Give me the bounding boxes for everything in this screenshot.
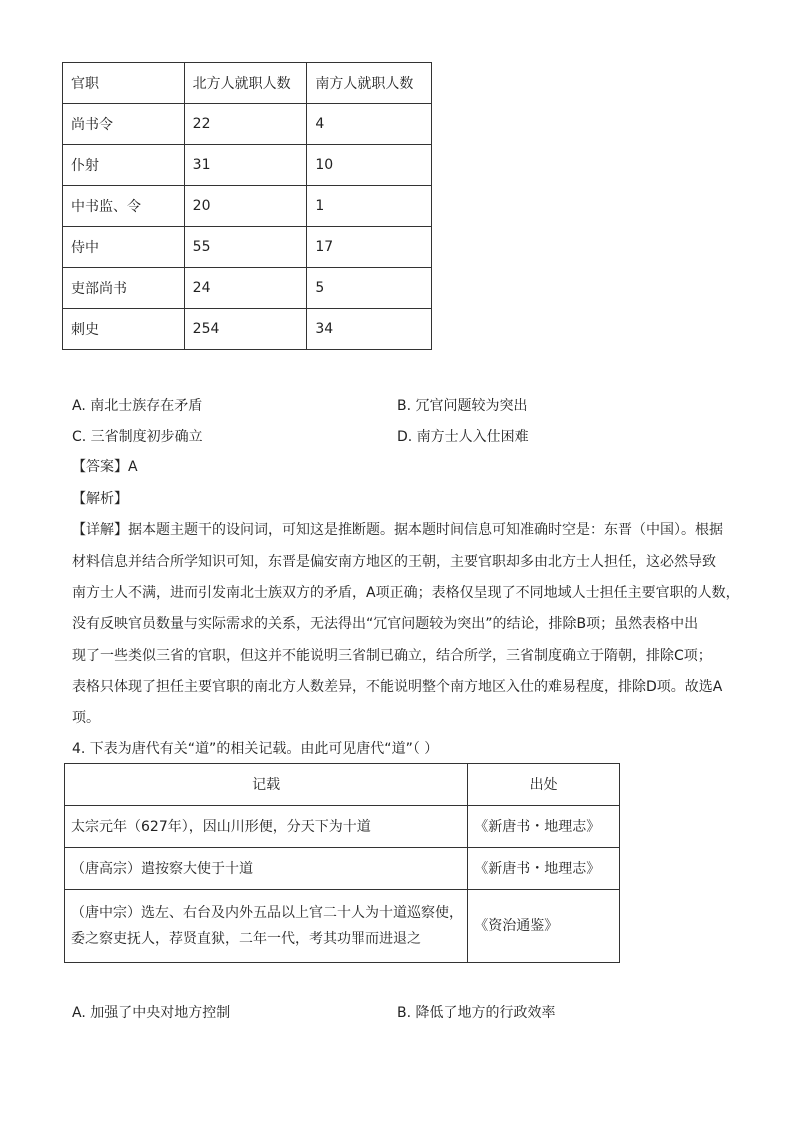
table-cell: 10 — [307, 145, 432, 186]
answer-label: 【答案】 — [72, 459, 128, 475]
table-cell: 《资治通鉴》 — [468, 890, 620, 963]
q3-option-c: C. 三省制度初步确立 — [72, 429, 203, 445]
analysis-line: 南方士人不满，进而引发南北士族双方的矛盾，A项正确；表格仅呈现了不同地域人士担任主要官职的人数， — [72, 585, 740, 601]
table-row — [63, 227, 432, 268]
answer-value: A — [128, 459, 138, 475]
analysis-line: 材料信息并结合所学知识可知，东晋是偏安南方地区的王朝，主要官职却多由北方士人担任，这必然导致 — [72, 554, 716, 570]
tang-dao-table — [64, 763, 620, 963]
table-cell: 17 — [307, 227, 432, 268]
q3-option-d: D. 南方士人入仕困难 — [397, 429, 529, 445]
q4-option-b: B. 降低了地方的行政效率 — [397, 1005, 556, 1021]
q3-option-a: A. 南北士族存在矛盾 — [72, 398, 203, 414]
table-cell: 太宗元年（627年），因山川形便，分天下为十道 — [65, 806, 468, 848]
q3-option-b: B. 冗官问题较为突出 — [397, 398, 528, 414]
header-cell: 南方人就职人数 — [307, 63, 432, 104]
header-cell: 记载 — [65, 764, 468, 806]
table-header-row — [65, 764, 620, 806]
table-cell: 仆射 — [63, 145, 185, 186]
analysis-line: 没有反映官员数量与实际需求的关系，无法得出“冗官问题较为突出”的结论，排除B项；虽然表格中出 — [72, 616, 699, 632]
table-cell: 5 — [307, 268, 432, 309]
table-cell: 55 — [184, 227, 307, 268]
table-cell: 34 — [307, 309, 432, 350]
table-cell: 《新唐书・地理志》 — [468, 848, 620, 890]
analysis-label: 【解析】 — [72, 491, 128, 507]
table-header-row — [63, 63, 432, 104]
table-cell: 20 — [184, 186, 307, 227]
table-row — [63, 104, 432, 145]
q4-option-a: A. 加强了中央对地方控制 — [72, 1005, 231, 1021]
table-row — [65, 848, 620, 890]
table-cell: 尚书令 — [63, 104, 185, 145]
table-cell: 《新唐书・地理志》 — [468, 806, 620, 848]
table-cell: （唐中宗）选左、右台及内外五品以上官二十人为十道巡察使，委之察吏抚人，荐贤直狱，二年一代，考其功罪而进退之 — [65, 890, 468, 963]
analysis-line: 现了一些类似三省的官职，但这并不能说明三省制已确立，结合所学，三省制度确立于隋朝，排除C项； — [72, 648, 712, 664]
table-cell: 4 — [307, 104, 432, 145]
question-4-stem: 4. 下表为唐代有关“道”的相关记载。由此可见唐代“道”（ ） — [72, 741, 439, 757]
table-cell: 吏部尚书 — [63, 268, 185, 309]
analysis-line: 表格只体现了担任主要官职的南北方人数差异，不能说明整个南方地区入仕的难易程度，排除D项。故选A — [72, 679, 723, 695]
table-cell: 1 — [307, 186, 432, 227]
table-row — [63, 309, 432, 350]
analysis-line: 项。 — [72, 710, 100, 726]
table-row — [63, 186, 432, 227]
table-cell: 侍中 — [63, 227, 185, 268]
table-row — [65, 806, 620, 848]
table-cell: 24 — [184, 268, 307, 309]
header-cell: 出处 — [468, 764, 620, 806]
table-row — [63, 268, 432, 309]
header-cell: 官职 — [63, 63, 185, 104]
officials-table — [62, 62, 432, 350]
analysis-line: 【详解】据本题主题干的设问词，可知这是推断题。据本题时间信息可知准确时空是：东晋（中国）。根据 — [72, 522, 723, 538]
table-cell: 31 — [184, 145, 307, 186]
table-row — [63, 145, 432, 186]
table-cell: 中书监、令 — [63, 186, 185, 227]
table-cell: 22 — [184, 104, 307, 145]
table-cell: 刺史 — [63, 309, 185, 350]
answer-line — [72, 456, 732, 476]
table-row — [65, 890, 620, 963]
table-cell: （唐高宗）遣按察大使于十道 — [65, 848, 468, 890]
header-cell: 北方人就职人数 — [184, 63, 307, 104]
table-cell: 254 — [184, 309, 307, 350]
